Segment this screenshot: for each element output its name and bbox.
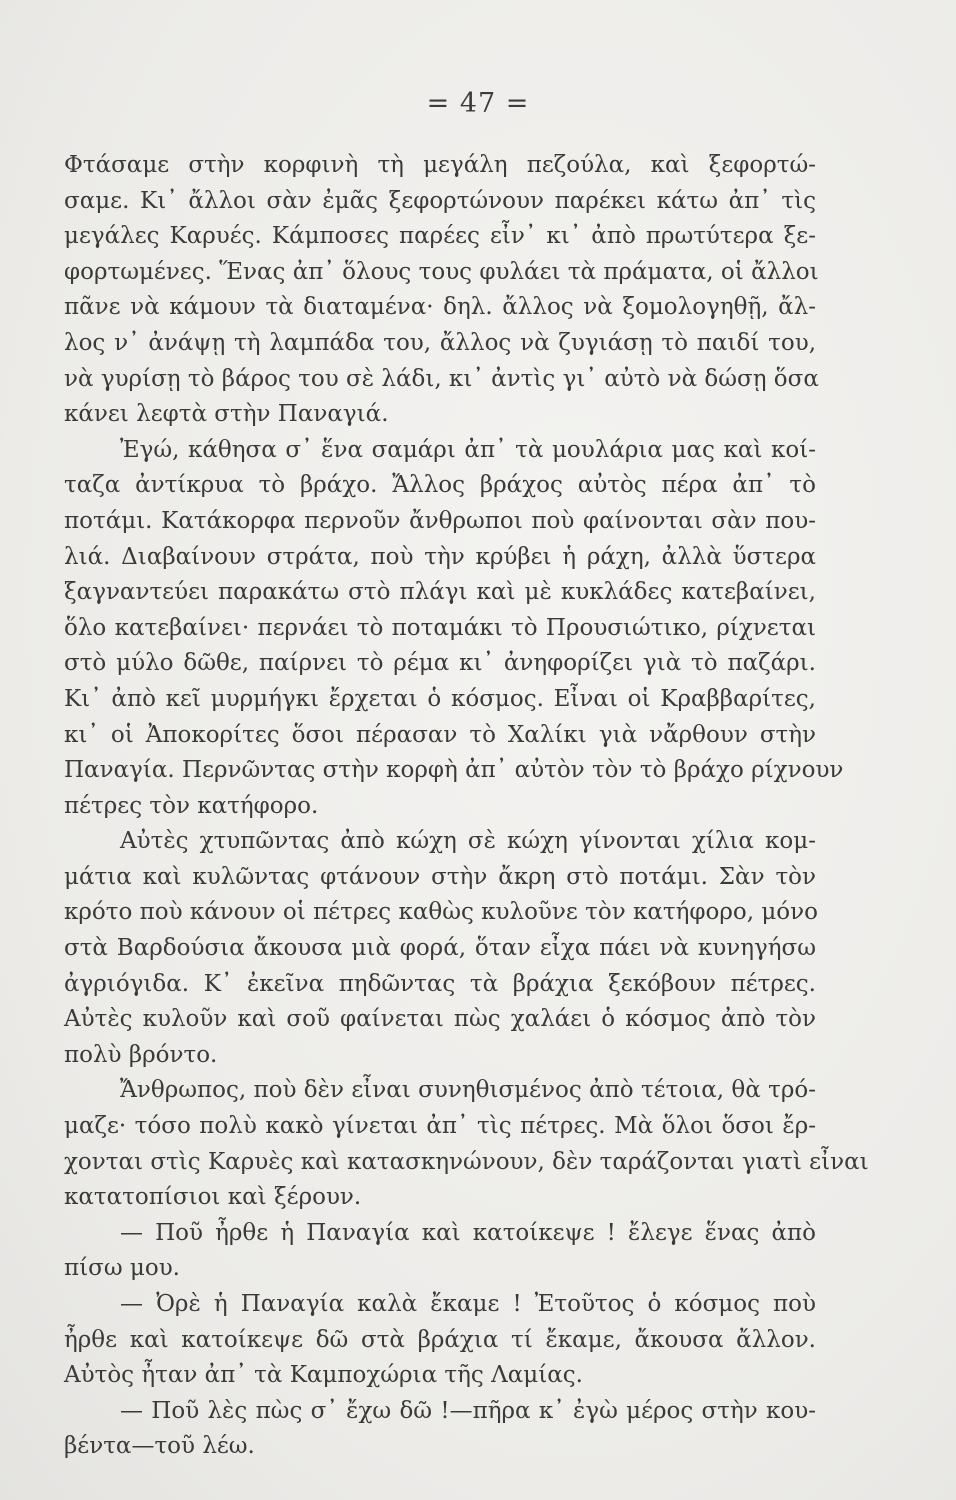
- text-line: ἦρθε καὶ κατοίκεψε δῶ στὰ βράχια τί ἔκαμε, ἄκουσα ἄλλον.: [64, 1326, 816, 1353]
- text-line: μάτια καὶ κυλῶντας φτάνουν στὴν ἄκρη στὸ ποτάμι. Σὰν τὸν: [64, 863, 816, 890]
- text-line: Κι᾽ ἀπὸ κεῖ μυρμήγκι ἔρχεται ὁ κόσμος. Εἶναι οἱ Κραββαρίτες,: [64, 685, 816, 712]
- text-line: Ἐγώ, κάθησα σ᾽ ἕνα σαμάρι ἀπ᾽ τὰ μουλάρια μας καὶ κοί-: [120, 436, 816, 463]
- text-line: βέντα—τοῦ λέω.: [64, 1433, 255, 1460]
- text-line: — Ποῦ λὲς πὼς σ᾽ ἔχω δῶ !—πῆρα κ᾽ ἐγὼ μέρος στὴν κου-: [120, 1397, 816, 1424]
- text-line: λιά. Διαβαίνουν στράτα, ποὺ τὴν κρύβει ἡ ράχη, ἀλλὰ ὕστερα: [64, 543, 816, 570]
- text-line: Φτάσαμε στὴν κορφινὴ τὴ μεγάλη πεζούλα, καὶ ξεφορτώ-: [64, 152, 816, 178]
- text-line: πίσω μου.: [64, 1255, 180, 1282]
- text-line: πέτρες τὸν κατήφορο.: [64, 792, 319, 819]
- text-line: μεγάλες Καρυές. Κάμποσες παρέες εἶν᾽ κι᾽ ἀπὸ πρωτύτερα ξε-: [64, 223, 816, 250]
- page-number-header: = 47 =: [426, 88, 530, 119]
- text-line: Παναγία. Περνῶντας στὴν κορφὴ ἀπ᾽ αὐτὸν τὸν τὸ βράχο ρίχνουν: [64, 757, 844, 784]
- text-line: Αὐτὸς ἦταν ἀπ᾽ τὰ Καμποχώρια τῆς Λαμίας.: [64, 1362, 583, 1389]
- text-line: φορτωμένες. Ἕνας ἀπ᾽ ὅλους τους φυλάει τὰ πράματα, οἱ ἄλλοι: [64, 258, 819, 285]
- text-line: κι᾽ οἱ Ἀποκορίτες ὅσοι πέρασαν τὸ Χαλίκι γιὰ νἄρθουν στὴν: [64, 721, 816, 748]
- text-line: κάνει λεφτὰ στὴν Παναγιά.: [64, 401, 389, 428]
- text-line: ἀγριόγιδα. Κ᾽ ἐκεῖνα πηδῶντας τὰ βράχια ξεκόβουν πέτρες.: [64, 970, 816, 997]
- text-line: ποτάμι. Κατάκορφα περνοῦν ἄνθρωποι ποὺ φαίνονται σὰν που-: [64, 507, 816, 534]
- text-line: μαζε· τόσο πολὺ κακὸ γίνεται ἀπ᾽ τὶς πέτρες. Μὰ ὅλοι ὅσοι ἔρ-: [64, 1113, 816, 1140]
- text-line: στὸ μύλο δῶθε, παίρνει τὸ ρέμα κι᾽ ἀνηφορίζει γιὰ τὸ παζάρι.: [64, 650, 816, 677]
- text-line: πολὺ βρόντο.: [64, 1041, 218, 1068]
- text-line: σαμε. Κι᾽ ἄλλοι σὰν ἐμᾶς ξεφορτώνουν παρέκει κάτω ἀπ᾽ τὶς: [64, 187, 816, 214]
- text-line: Αὐτὲς κυλοῦν καὶ σοῦ φαίνεται πὼς χαλάει ὁ κόσμος ἀπὸ τὸν: [64, 1006, 816, 1033]
- text-line: — Ποῦ ἦρθε ἡ Παναγία καὶ κατοίκεψε ! ἔλεγε ἕνας ἀπὸ: [120, 1219, 816, 1246]
- text-line: χονται στὶς Καρυὲς καὶ κατασκηνώνουν, δὲν ταράζονται γιατὶ εἶναι: [64, 1148, 869, 1175]
- text-line: ξαγναντεύει παρακάτω στὸ πλάγι καὶ μὲ κυκλάδες κατεβαίνει,: [64, 579, 816, 606]
- text-line: — Ὀρὲ ἡ Παναγία καλὰ ἔκαμε ! Ἐτοῦτος ὁ κόσμος ποὺ: [120, 1291, 816, 1317]
- text-line: Αὐτὲς χτυπῶντας ἀπὸ κώχη σὲ κώχη γίνονται χίλια κομ-: [120, 828, 816, 855]
- text-line: πᾶνε νὰ κάμουν τὰ διαταμένα· δηλ. ἄλλος νὰ ξομολογηθῇ, ἄλ-: [64, 294, 816, 321]
- text-line: νὰ γυρίσῃ τὸ βάρος του σὲ λάδι, κι᾽ ἀντὶς γι᾽ αὐτὸ νὰ δώσῃ ὅσα: [64, 365, 819, 392]
- text-line: κατατοπίσιοι καὶ ξέρουν.: [64, 1184, 362, 1211]
- text-line: στὰ Βαρδούσια ἄκουσα μιὰ φορά, ὅταν εἶχα πάει νὰ κυνηγήσω: [64, 935, 816, 962]
- text-line: λος ν᾽ ἀνάψῃ τὴ λαμπάδα του, ἄλλος νὰ ζυγιάσῃ τὸ παιδί του,: [64, 329, 816, 356]
- text-line: ὅλο κατεβαίνει· περνάει τὸ ποταμάκι τὸ Προυσιώτικο, ρίχνεται: [64, 614, 816, 641]
- body-text: [64, 148, 869, 1465]
- text-line: Ἄνθρωπος, ποὺ δὲν εἶναι συνηθισμένος ἀπὸ τέτοια, θὰ τρό-: [120, 1077, 816, 1104]
- text-line: κρότο ποὺ κάνουν οἱ πέτρες καθὼς κυλοῦνε τὸν κατήφορο, μόνο: [64, 899, 818, 926]
- text-line: ταζα ἀντίκρυα τὸ βράχο. Ἄλλος βράχος αὐτὸς πέρα ἀπ᾽ τὸ: [64, 472, 816, 499]
